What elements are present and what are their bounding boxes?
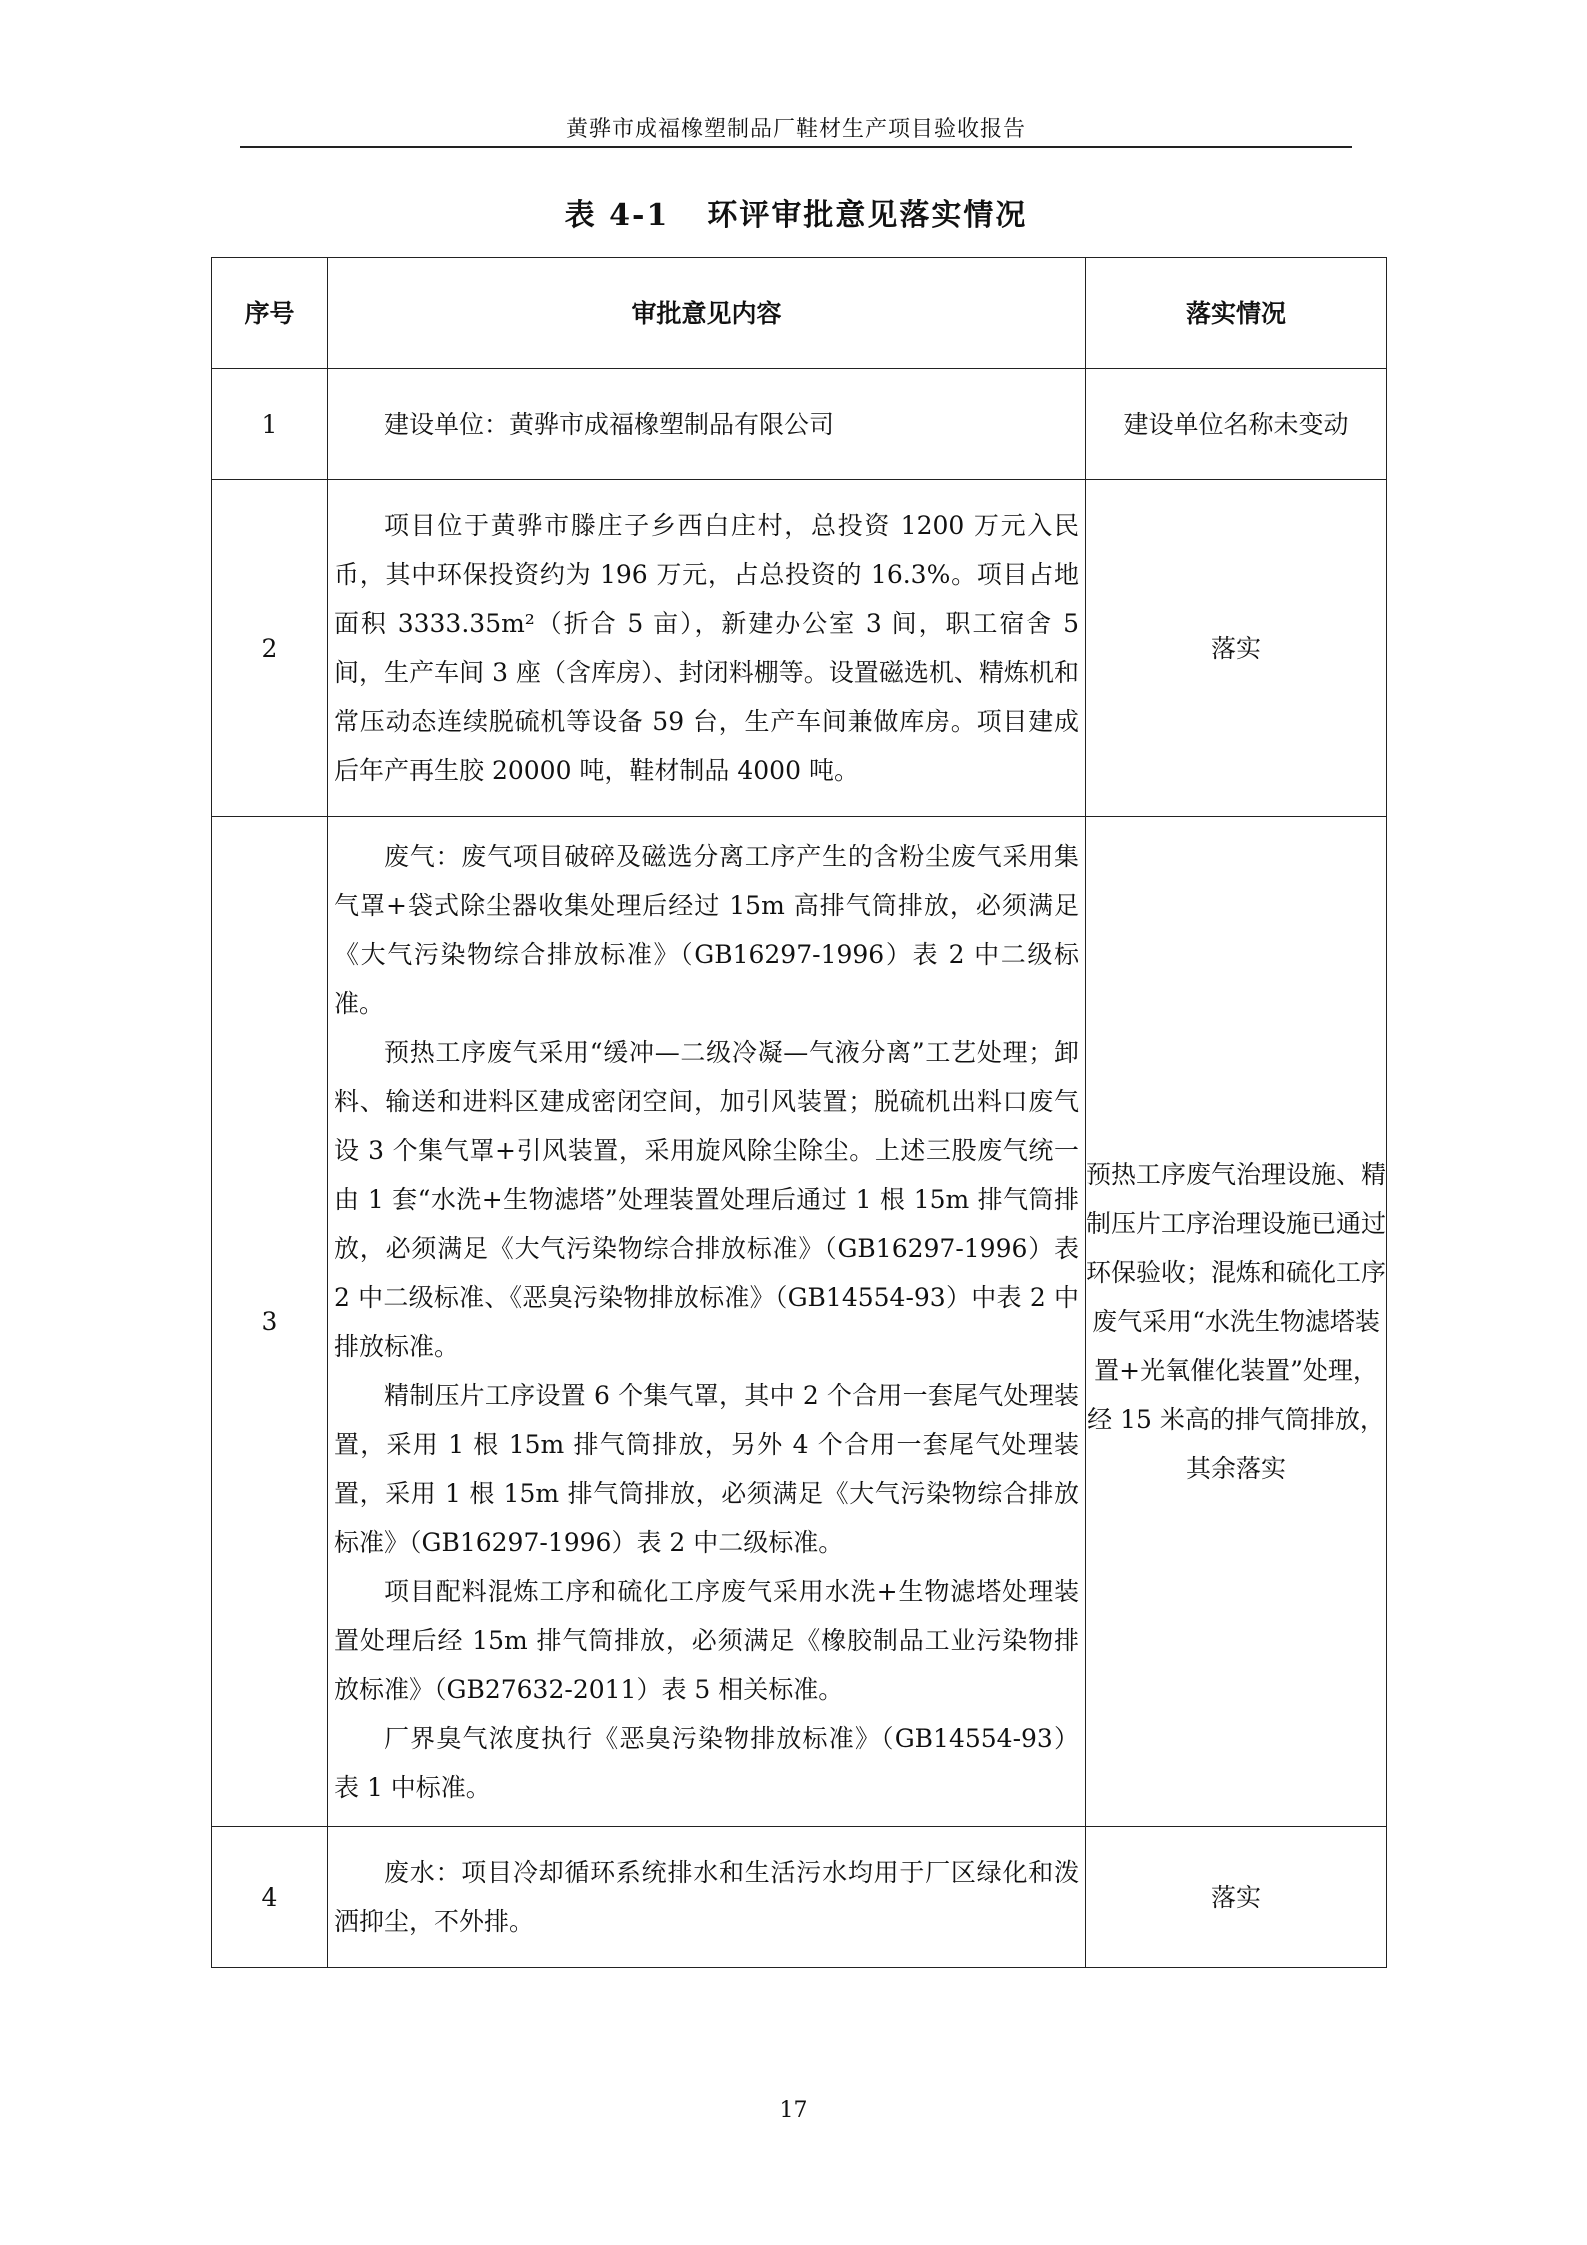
- row-status: [1086, 1827, 1387, 1968]
- content-paragraph: 废水：项目冷却循环系统排水和生活污水均用于厂区绿化和泼洒抑尘，不外排。: [334, 1858, 1079, 1936]
- status-text: 落实: [1210, 633, 1261, 663]
- column-header-content: 审批意见内容: [328, 258, 1086, 369]
- running-header: 黄骅市成福橡塑制品厂鞋材生产项目验收报告: [565, 117, 1026, 142]
- table-row: [212, 817, 1387, 1827]
- status-text: 建设单位名称未变动: [1123, 409, 1349, 439]
- table-number: 表 4-1: [564, 198, 670, 233]
- column-header-seq: 序号: [212, 258, 328, 369]
- row-status: [1086, 480, 1387, 817]
- table-row: [212, 369, 1387, 480]
- content-paragraph: 项目配料混炼工序和硫化工序废气采用水洗+生物滤塔处理装置处理后经 15m 排气筒排放，必须满足《橡胶制品工业污染物排放标准》（GB27632-2011）表 5 相关标准。: [334, 1576, 1079, 1704]
- table-title: [240, 190, 1352, 234]
- row-content: [328, 817, 1086, 1827]
- row-seq: 1: [212, 369, 328, 480]
- status-text: 落实: [1210, 1882, 1261, 1912]
- content-paragraph: 厂界臭气浓度执行《恶臭污染物排放标准》（GB14554-93）表 1 中标准。: [334, 1723, 1079, 1802]
- table-row: [212, 1827, 1387, 1968]
- content-paragraph: 项目位于黄骅市滕庄子乡西白庄村，总投资 1200 万元入民币，其中环保投资约为 196 万元，占总投资的 16.3%。项目占地面积 3333.35m²（折合 5 亩），新建办公室 3 间，职工宿舍 5 间，生产车间 3 座（含库房）、封闭料棚等。设置磁选机、精炼机和常压动态连续脱硫机等设备 59 台，生产车间兼做库房。项目建成后年产再生胶 20000 吨，鞋材制品 4000 吨。: [334, 511, 1079, 785]
- content-paragraph: 精制压片工序设置 6 个集气罩，其中 2 个合用一套尾气处理装置，采用 1 根 15m 排气筒排放，另外 4 个合用一套尾气处理装置，采用 1 根 15m 排气筒排放，必须满足《大气污染物综合排放标准》（GB16297-1996）表 2 中二级标准。: [334, 1380, 1079, 1557]
- row-content: [328, 369, 1086, 480]
- table-caption: 环评审批意见落实情况: [707, 198, 1028, 233]
- column-header-status: 落实情况: [1086, 258, 1387, 369]
- row-seq: 2: [212, 480, 328, 817]
- header-rule: [240, 146, 1352, 148]
- page-number: 17: [779, 2098, 808, 2123]
- row-content: [328, 480, 1086, 817]
- content-paragraph: 建设单位：黄骅市成福橡塑制品有限公司: [384, 409, 835, 439]
- content-paragraph: 废气：废气项目破碎及磁选分离工序产生的含粉尘废气采用集气罩+袋式除尘器收集处理后经过 15m 高排气筒排放，必须满足《大气污染物综合排放标准》（GB16297-1996）表 2 中二级标准。: [334, 841, 1079, 1018]
- status-text: 预热工序废气治理设施、精制压片工序治理设施已通过环保验收；混炼和硫化工序废气采用“水洗生物滤塔装置+光氧催化装置”处理，经 15 米高的排气筒排放，其余落实: [1086, 1160, 1387, 1483]
- content-paragraph: 预热工序废气采用“缓冲—二级冷凝—气液分离”工艺处理；卸料、输送和进料区建成密闭空间，加引风装置；脱硫机出料口废气设 3 个集气罩+引风装置，采用旋风除尘除尘。上述三股废气统一由 1 套“水洗+生物滤塔”处理装置处理后通过 1 根 15m 排气筒排放，必须满足《大气污染物综合排放标准》（GB16297-1996）表 2 中二级标准、《恶臭污染物排放标准》（GB14554-93）中表 2 中排放标准。: [334, 1037, 1079, 1361]
- table-row: [212, 480, 1387, 817]
- approval-table: [211, 257, 1387, 1968]
- row-status: [1086, 817, 1387, 1827]
- table-header-row: [212, 258, 1387, 369]
- row-status: [1086, 369, 1387, 480]
- row-seq: 3: [212, 817, 328, 1827]
- row-seq: 4: [212, 1827, 328, 1968]
- row-content: [328, 1827, 1086, 1968]
